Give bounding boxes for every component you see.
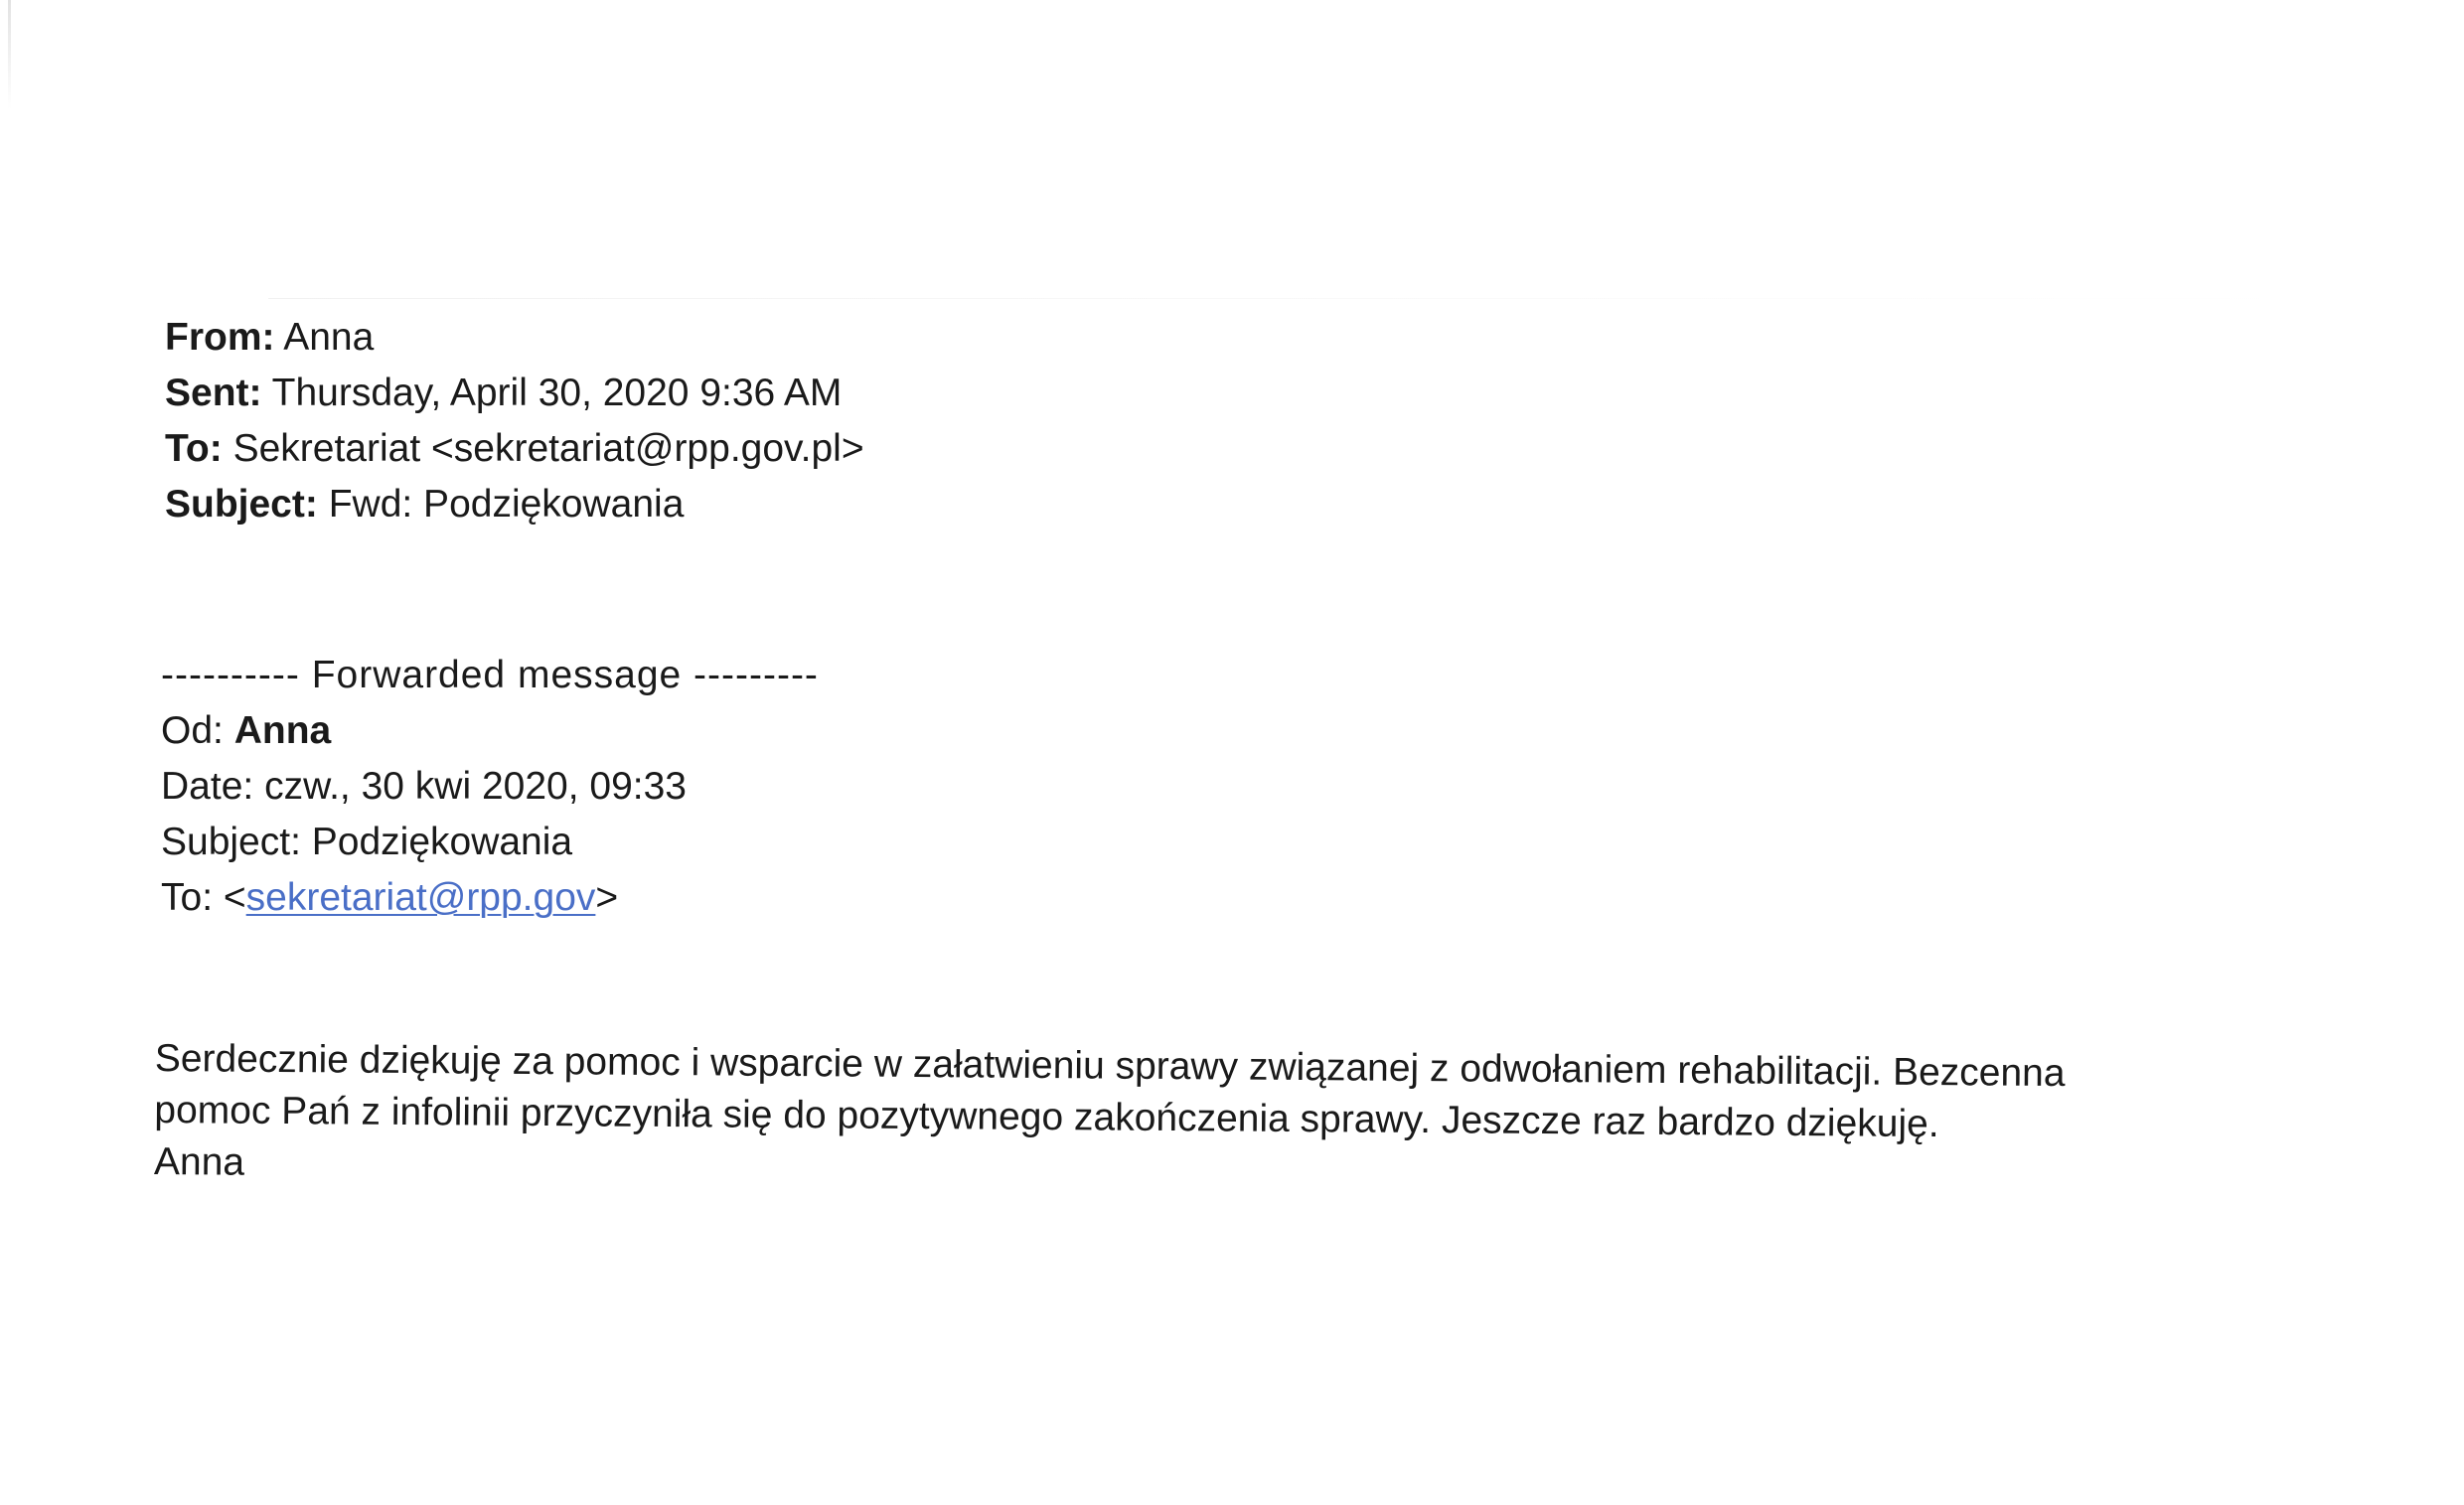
forwarded-separator: ---------- Forwarded message --------- [161,654,819,696]
forwarded-subject-line [161,815,819,870]
forwarded-to-label: To: [161,876,214,919]
body-line-1: Serdecznie dziękuję za pomoc i wsparcie w załatwieniu sprawy związanej z odwołaniem rehabilitacji. Bezcenna [154,1036,2066,1096]
message-body [154,1033,2241,1204]
sent-line [165,366,864,421]
date-label: Date: [161,765,254,808]
od-line [161,703,819,759]
subject-value: Fwd: Podziękowania [328,483,685,526]
email-header [165,310,864,532]
signature: Anna [153,1139,245,1184]
to-line [165,421,864,477]
sent-label: Sent: [165,372,262,414]
date-line [161,759,819,815]
to-open-bracket: < [223,876,246,919]
sent-value: Thursday, April 30, 2020 9:36 AM [271,372,843,414]
to-label: To: [165,427,223,470]
forwarded-subject-label: Subject: [161,821,301,863]
forwarded-to-line [161,870,819,926]
to-close-bracket: > [595,876,619,919]
forwarded-message-block [161,648,819,926]
od-value: Anna [233,709,332,752]
subject-label: Subject: [165,483,318,526]
forwarded-subject-value: Podziękowania [311,821,573,863]
body-line-2: pomoc Pań z infolinii przyczyniła się do pozytywnego zakończenia sprawy. Jeszcze raz bardzo dziękuję. [154,1088,1939,1146]
email-link[interactable]: sekretariat@rpp.gov [245,876,596,919]
from-line [165,310,864,366]
date-value: czw., 30 kwi 2020, 09:33 [264,765,687,808]
from-label: From: [165,316,275,359]
scan-edge-mark [8,0,11,109]
od-label: Od: [161,709,224,752]
from-value: Anna [283,316,375,359]
faint-scan-line [268,298,2305,299]
subject-line [165,477,864,532]
to-value: Sekretariat <sekretariat@rpp.gov.pl> [232,427,864,470]
